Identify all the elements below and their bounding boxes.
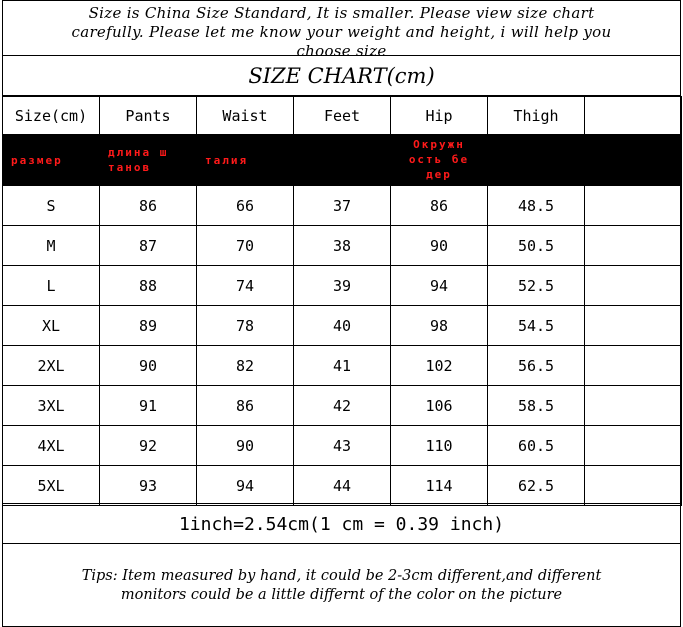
cell-hip: 106 bbox=[391, 386, 488, 426]
cell-empty bbox=[585, 386, 682, 426]
notice-line-1: Size is China Size Standard, It is smaller. Please view size chart bbox=[88, 4, 595, 22]
size-table bbox=[2, 96, 682, 506]
cell-feet: 44 bbox=[294, 466, 391, 506]
cell-empty bbox=[585, 346, 682, 386]
cell-feet: 38 bbox=[294, 226, 391, 266]
cell-feet: 42 bbox=[294, 386, 391, 426]
cell-hip: 102 bbox=[391, 346, 488, 386]
ru-hip-label bbox=[391, 135, 488, 186]
cell-hip: 94 bbox=[391, 266, 488, 306]
cell-empty bbox=[585, 466, 682, 506]
table-row bbox=[3, 226, 682, 266]
ru-waist-label: талия bbox=[197, 135, 294, 186]
size-rows bbox=[3, 186, 682, 506]
table-row bbox=[3, 266, 682, 306]
cell-size: M bbox=[3, 226, 100, 266]
table-row bbox=[3, 386, 682, 426]
cell-pants: 88 bbox=[100, 266, 197, 306]
cell-feet: 43 bbox=[294, 426, 391, 466]
cell-size: S bbox=[3, 186, 100, 226]
header-hip: Hip bbox=[391, 97, 488, 135]
cell-waist: 74 bbox=[197, 266, 294, 306]
header-thigh: Thigh bbox=[488, 97, 585, 135]
table-header-row bbox=[3, 97, 682, 135]
cell-thigh: 48.5 bbox=[488, 186, 585, 226]
russian-header-row bbox=[3, 135, 682, 186]
size-notice bbox=[2, 0, 681, 56]
cell-feet: 40 bbox=[294, 306, 391, 346]
cell-waist: 86 bbox=[197, 386, 294, 426]
cell-waist: 94 bbox=[197, 466, 294, 506]
cell-hip: 86 bbox=[391, 186, 488, 226]
cell-empty bbox=[585, 306, 682, 346]
header-pants: Pants bbox=[100, 97, 197, 135]
table-row bbox=[3, 466, 682, 506]
cell-hip: 98 bbox=[391, 306, 488, 346]
cell-pants: 90 bbox=[100, 346, 197, 386]
cell-pants: 89 bbox=[100, 306, 197, 346]
cell-hip: 114 bbox=[391, 466, 488, 506]
cell-size: 2XL bbox=[3, 346, 100, 386]
tips-line-1: Tips: Item measured by hand, it could be 2-3cm different,and different bbox=[81, 568, 602, 584]
cell-hip: 110 bbox=[391, 426, 488, 466]
cell-thigh: 62.5 bbox=[488, 466, 585, 506]
cell-waist: 82 bbox=[197, 346, 294, 386]
header-size: Size(cm) bbox=[3, 97, 100, 135]
cell-size: 4XL bbox=[3, 426, 100, 466]
cell-feet: 37 bbox=[294, 186, 391, 226]
cell-pants: 92 bbox=[100, 426, 197, 466]
table-row bbox=[3, 306, 682, 346]
ru-hip-line-2: ость бе bbox=[408, 153, 470, 166]
cell-waist: 66 bbox=[197, 186, 294, 226]
cell-size: XL bbox=[3, 306, 100, 346]
ru-pants-label bbox=[100, 135, 197, 186]
header-empty bbox=[585, 97, 682, 135]
table-row bbox=[3, 346, 682, 386]
cell-empty bbox=[585, 186, 682, 226]
notice-line-2: carefully. Please let me know your weight and height, i will help you bbox=[71, 23, 612, 41]
notice-line-3: choose size bbox=[296, 42, 387, 56]
tips-note bbox=[2, 544, 681, 627]
ru-pants-line-1: длина ш bbox=[108, 146, 169, 159]
table-row bbox=[3, 186, 682, 226]
cell-size: 3XL bbox=[3, 386, 100, 426]
cell-thigh: 60.5 bbox=[488, 426, 585, 466]
cell-pants: 93 bbox=[100, 466, 197, 506]
cell-feet: 39 bbox=[294, 266, 391, 306]
cell-thigh: 50.5 bbox=[488, 226, 585, 266]
cell-empty bbox=[585, 226, 682, 266]
ru-feet-empty bbox=[294, 135, 391, 186]
ru-size-label: размер bbox=[3, 135, 100, 186]
cell-thigh: 58.5 bbox=[488, 386, 585, 426]
cell-pants: 87 bbox=[100, 226, 197, 266]
unit-conversion: 1inch=2.54cm(1 cm = 0.39 inch) bbox=[2, 503, 681, 544]
cell-size: L bbox=[3, 266, 100, 306]
cell-thigh: 54.5 bbox=[488, 306, 585, 346]
cell-waist: 90 bbox=[197, 426, 294, 466]
ru-pants-line-2: танов bbox=[108, 161, 152, 174]
cell-size: 5XL bbox=[3, 466, 100, 506]
header-waist: Waist bbox=[197, 97, 294, 135]
ru-extra-empty bbox=[585, 135, 682, 186]
cell-thigh: 52.5 bbox=[488, 266, 585, 306]
cell-empty bbox=[585, 426, 682, 466]
cell-thigh: 56.5 bbox=[488, 346, 585, 386]
ru-thigh-empty bbox=[488, 135, 585, 186]
header-feet: Feet bbox=[294, 97, 391, 135]
cell-pants: 91 bbox=[100, 386, 197, 426]
cell-feet: 41 bbox=[294, 346, 391, 386]
table-row bbox=[3, 426, 682, 466]
cell-waist: 70 bbox=[197, 226, 294, 266]
ru-hip-line-1: Окружн bbox=[413, 138, 465, 151]
chart-title: SIZE CHART(cm) bbox=[2, 56, 681, 96]
cell-empty bbox=[585, 266, 682, 306]
ru-hip-line-3: дер bbox=[426, 168, 452, 181]
cell-hip: 90 bbox=[391, 226, 488, 266]
cell-pants: 86 bbox=[100, 186, 197, 226]
tips-line-2: monitors could be a little differnt of the color on the picture bbox=[120, 587, 563, 603]
cell-waist: 78 bbox=[197, 306, 294, 346]
